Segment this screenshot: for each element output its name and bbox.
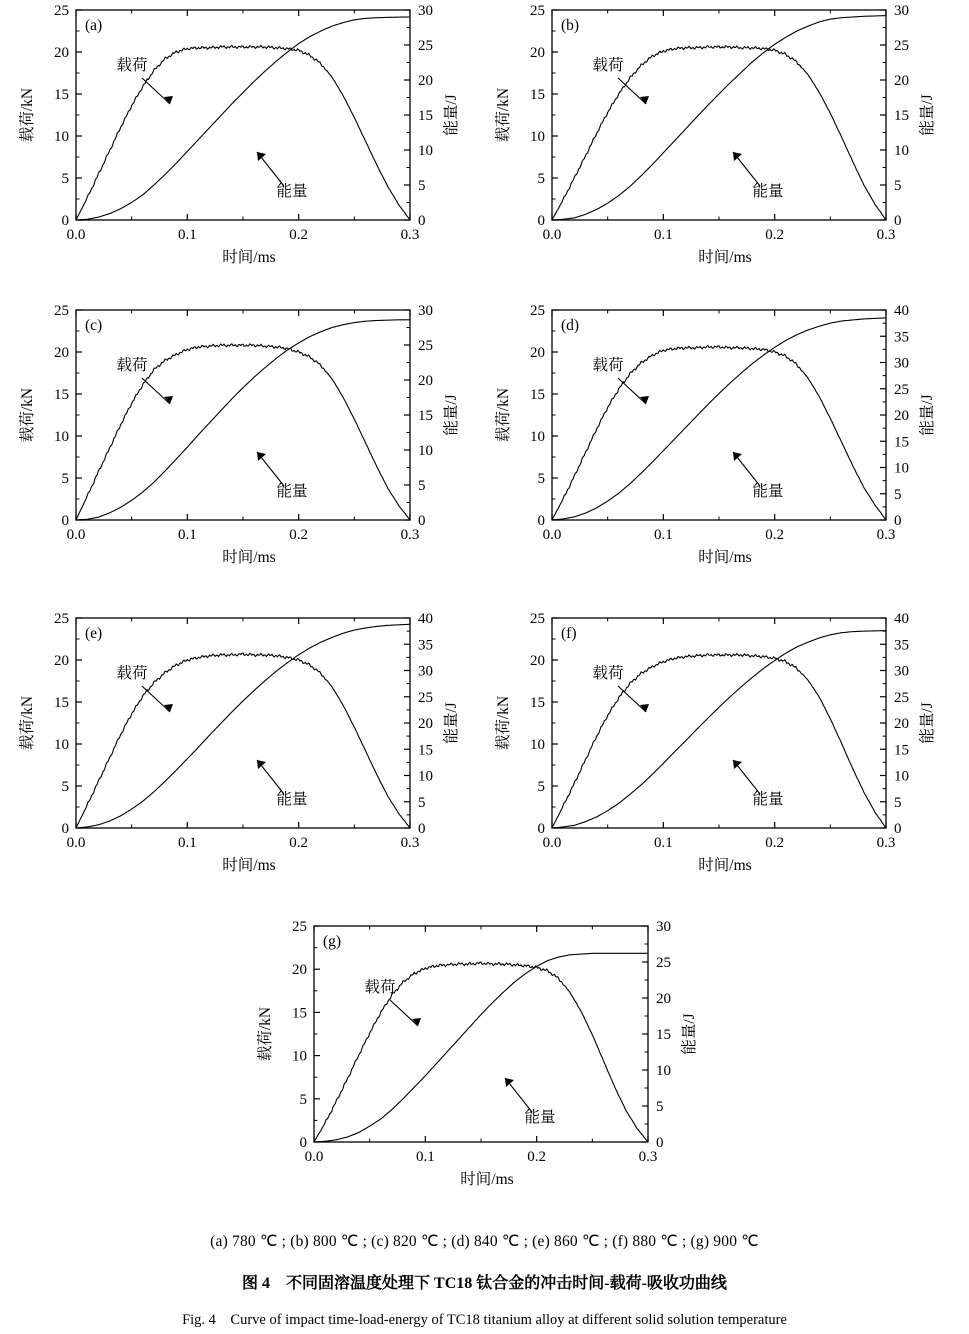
svg-text:0.0: 0.0 [66, 527, 86, 543]
svg-text:能量/J: 能量/J [443, 394, 460, 436]
svg-text:能量/J: 能量/J [919, 394, 936, 436]
svg-text:30: 30 [656, 919, 671, 935]
svg-text:40: 40 [418, 611, 433, 627]
svg-text:10: 10 [54, 129, 69, 145]
svg-text:0.1: 0.1 [653, 227, 673, 243]
svg-text:20: 20 [894, 73, 909, 89]
svg-text:40: 40 [894, 611, 909, 627]
svg-text:5: 5 [537, 779, 545, 795]
svg-text:10: 10 [894, 143, 909, 159]
svg-text:5: 5 [537, 171, 545, 187]
svg-text:30: 30 [894, 355, 909, 372]
svg-text:0.3: 0.3 [400, 527, 420, 543]
svg-text:载荷: 载荷 [364, 979, 396, 996]
svg-text:20: 20 [418, 73, 433, 89]
svg-text:载荷/kN: 载荷/kN [495, 87, 512, 143]
svg-text:35: 35 [894, 637, 909, 654]
svg-text:(f): (f) [561, 625, 577, 642]
chart-panel-b [490, 0, 952, 290]
svg-text:25: 25 [656, 955, 671, 971]
svg-text:15: 15 [54, 87, 69, 103]
svg-text:能量: 能量 [276, 791, 308, 808]
svg-text:载荷/kN: 载荷/kN [19, 695, 36, 751]
svg-text:0: 0 [61, 213, 69, 229]
svg-text:时间/ms: 时间/ms [698, 857, 752, 874]
panel-temperature-note: (a) 780 ℃ ; (b) 800 ℃ ; (c) 820 ℃ ; (d) 840 ℃ ; (e) 860 ℃ ; (f) 880 ℃ ; (g) 900 ℃ [210, 1233, 759, 1250]
svg-text:载荷/kN: 载荷/kN [495, 387, 512, 443]
svg-text:5: 5 [418, 178, 426, 194]
svg-text:10: 10 [54, 737, 69, 753]
svg-text:30: 30 [894, 663, 909, 680]
svg-text:5: 5 [61, 471, 69, 487]
svg-text:20: 20 [54, 45, 69, 61]
svg-text:5: 5 [61, 171, 69, 187]
svg-text:25: 25 [530, 3, 545, 19]
svg-text:10: 10 [894, 768, 909, 785]
svg-text:0.0: 0.0 [542, 835, 562, 851]
svg-text:0: 0 [418, 821, 426, 837]
svg-text:能量/J: 能量/J [443, 702, 460, 744]
svg-text:0: 0 [894, 821, 902, 837]
svg-text:0.2: 0.2 [289, 227, 309, 243]
svg-text:0.0: 0.0 [304, 1149, 324, 1165]
svg-text:0: 0 [537, 213, 545, 229]
svg-text:载荷: 载荷 [116, 357, 148, 374]
svg-text:15: 15 [292, 1005, 307, 1022]
svg-text:载荷/kN: 载荷/kN [19, 87, 36, 143]
svg-text:25: 25 [894, 689, 909, 706]
svg-text:0: 0 [418, 513, 426, 529]
svg-text:5: 5 [656, 1099, 664, 1115]
svg-text:30: 30 [894, 3, 909, 19]
svg-text:0: 0 [299, 1135, 307, 1151]
svg-text:0.2: 0.2 [765, 527, 785, 543]
svg-text:0.2: 0.2 [289, 835, 309, 851]
svg-text:0.0: 0.0 [66, 227, 86, 243]
svg-text:5: 5 [894, 178, 902, 194]
svg-text:30: 30 [418, 3, 433, 19]
svg-text:20: 20 [292, 962, 307, 979]
svg-text:0.3: 0.3 [638, 1149, 658, 1165]
svg-text:10: 10 [292, 1048, 307, 1065]
chart-panel-a [14, 0, 476, 290]
svg-text:载荷: 载荷 [116, 57, 148, 74]
svg-text:能量: 能量 [276, 483, 308, 500]
svg-text:20: 20 [418, 716, 433, 732]
svg-text:15: 15 [418, 408, 433, 424]
svg-text:载荷/kN: 载荷/kN [257, 1006, 274, 1062]
svg-text:0.2: 0.2 [765, 835, 785, 851]
figure-title-english: Fig. 4 Curve of impact time-load-energy of TC18 titanium alloy at different solid solution temperature [182, 1312, 787, 1328]
svg-text:0.3: 0.3 [876, 527, 896, 543]
svg-text:时间/ms: 时间/ms [222, 249, 276, 266]
svg-text:15: 15 [54, 387, 69, 403]
svg-text:40: 40 [894, 303, 909, 319]
svg-text:25: 25 [54, 3, 69, 19]
svg-text:0.1: 0.1 [177, 835, 197, 851]
svg-text:0: 0 [61, 821, 69, 837]
svg-text:载荷: 载荷 [116, 665, 148, 682]
svg-text:25: 25 [418, 338, 433, 354]
svg-text:时间/ms: 时间/ms [698, 549, 752, 566]
svg-text:载荷: 载荷 [592, 665, 624, 682]
svg-text:0.2: 0.2 [527, 1149, 547, 1165]
svg-text:0.0: 0.0 [542, 527, 562, 543]
svg-text:能量: 能量 [752, 183, 784, 200]
figure-title-chinese: 图 4 不同固溶温度处理下 TC18 钛合金的冲击时间-载荷-吸收功曲线 [242, 1275, 727, 1292]
svg-text:能量/J: 能量/J [443, 94, 460, 136]
svg-text:15: 15 [418, 108, 433, 124]
svg-text:20: 20 [894, 716, 909, 732]
svg-text:25: 25 [54, 611, 69, 627]
chart-panel-g [252, 916, 714, 1216]
chart-panel-c [14, 300, 476, 590]
svg-text:0.1: 0.1 [177, 527, 197, 543]
svg-text:15: 15 [530, 87, 545, 103]
svg-text:能量: 能量 [524, 1109, 556, 1126]
svg-text:载荷: 载荷 [592, 357, 624, 374]
chart-panel-f [490, 608, 952, 898]
svg-text:时间/ms: 时间/ms [222, 857, 276, 874]
svg-text:0.1: 0.1 [177, 227, 197, 243]
svg-text:时间/ms: 时间/ms [222, 549, 276, 566]
svg-text:0: 0 [537, 513, 545, 529]
svg-text:10: 10 [530, 429, 545, 445]
svg-text:20: 20 [894, 408, 909, 424]
svg-text:20: 20 [54, 345, 69, 361]
svg-text:5: 5 [894, 486, 902, 503]
svg-text:35: 35 [894, 329, 909, 346]
svg-text:20: 20 [656, 991, 671, 1007]
svg-text:10: 10 [894, 460, 909, 477]
svg-text:5: 5 [299, 1091, 307, 1108]
svg-text:0: 0 [894, 213, 902, 229]
svg-text:0.3: 0.3 [876, 835, 896, 851]
svg-text:25: 25 [418, 689, 433, 706]
svg-text:25: 25 [418, 38, 433, 54]
svg-text:0.2: 0.2 [289, 527, 309, 543]
svg-text:0: 0 [656, 1135, 664, 1151]
svg-text:(e): (e) [85, 625, 103, 642]
svg-text:能量/J: 能量/J [681, 1013, 698, 1055]
svg-text:20: 20 [530, 653, 545, 669]
svg-text:0: 0 [418, 213, 426, 229]
svg-text:能量/J: 能量/J [919, 94, 936, 136]
svg-text:15: 15 [418, 742, 433, 759]
svg-text:0.3: 0.3 [400, 835, 420, 851]
svg-text:15: 15 [656, 1027, 671, 1043]
svg-text:能量: 能量 [752, 791, 784, 808]
svg-text:30: 30 [418, 663, 433, 680]
svg-text:35: 35 [418, 637, 433, 654]
svg-text:0.1: 0.1 [653, 835, 673, 851]
svg-text:5: 5 [894, 794, 902, 811]
svg-text:25: 25 [894, 38, 909, 54]
svg-text:10: 10 [418, 768, 433, 785]
svg-text:时间/ms: 时间/ms [698, 249, 752, 266]
svg-text:10: 10 [418, 143, 433, 159]
svg-text:0: 0 [894, 513, 902, 529]
svg-text:25: 25 [894, 381, 909, 398]
chart-panel-e [14, 608, 476, 898]
svg-text:10: 10 [418, 443, 433, 459]
svg-text:能量: 能量 [752, 483, 784, 500]
svg-text:(b): (b) [561, 17, 580, 34]
svg-text:(g): (g) [323, 933, 342, 950]
svg-text:0: 0 [61, 513, 69, 529]
svg-text:载荷: 载荷 [592, 57, 624, 74]
svg-text:15: 15 [894, 108, 909, 124]
svg-text:25: 25 [54, 303, 69, 319]
svg-text:5: 5 [537, 471, 545, 487]
svg-text:(a): (a) [85, 17, 103, 34]
svg-text:25: 25 [530, 611, 545, 627]
svg-text:10: 10 [530, 737, 545, 753]
svg-text:(c): (c) [85, 317, 103, 334]
svg-text:0.0: 0.0 [542, 227, 562, 243]
svg-text:能量: 能量 [276, 183, 308, 200]
svg-text:5: 5 [418, 794, 426, 811]
chart-panel-d [490, 300, 952, 590]
svg-text:0.3: 0.3 [876, 227, 896, 243]
svg-text:20: 20 [530, 45, 545, 61]
svg-text:15: 15 [54, 695, 69, 711]
svg-text:能量/J: 能量/J [919, 702, 936, 744]
svg-text:20: 20 [418, 373, 433, 389]
svg-text:5: 5 [61, 779, 69, 795]
svg-text:0.2: 0.2 [765, 227, 785, 243]
svg-text:0: 0 [537, 821, 545, 837]
svg-text:15: 15 [894, 742, 909, 759]
svg-text:10: 10 [656, 1063, 671, 1079]
svg-text:10: 10 [54, 429, 69, 445]
svg-text:时间/ms: 时间/ms [460, 1171, 514, 1188]
svg-text:15: 15 [530, 387, 545, 403]
svg-text:载荷/kN: 载荷/kN [19, 387, 36, 443]
svg-text:15: 15 [894, 434, 909, 451]
svg-text:0.1: 0.1 [415, 1149, 435, 1165]
svg-text:25: 25 [292, 919, 307, 935]
svg-text:(d): (d) [561, 317, 580, 334]
svg-text:0.3: 0.3 [400, 227, 420, 243]
svg-text:20: 20 [530, 345, 545, 361]
svg-text:20: 20 [54, 653, 69, 669]
svg-text:0.1: 0.1 [653, 527, 673, 543]
svg-text:载荷/kN: 载荷/kN [495, 695, 512, 751]
svg-text:10: 10 [530, 129, 545, 145]
svg-text:25: 25 [530, 303, 545, 319]
svg-text:0.0: 0.0 [66, 835, 86, 851]
svg-text:30: 30 [418, 303, 433, 319]
svg-text:15: 15 [530, 695, 545, 711]
svg-text:5: 5 [418, 478, 426, 494]
